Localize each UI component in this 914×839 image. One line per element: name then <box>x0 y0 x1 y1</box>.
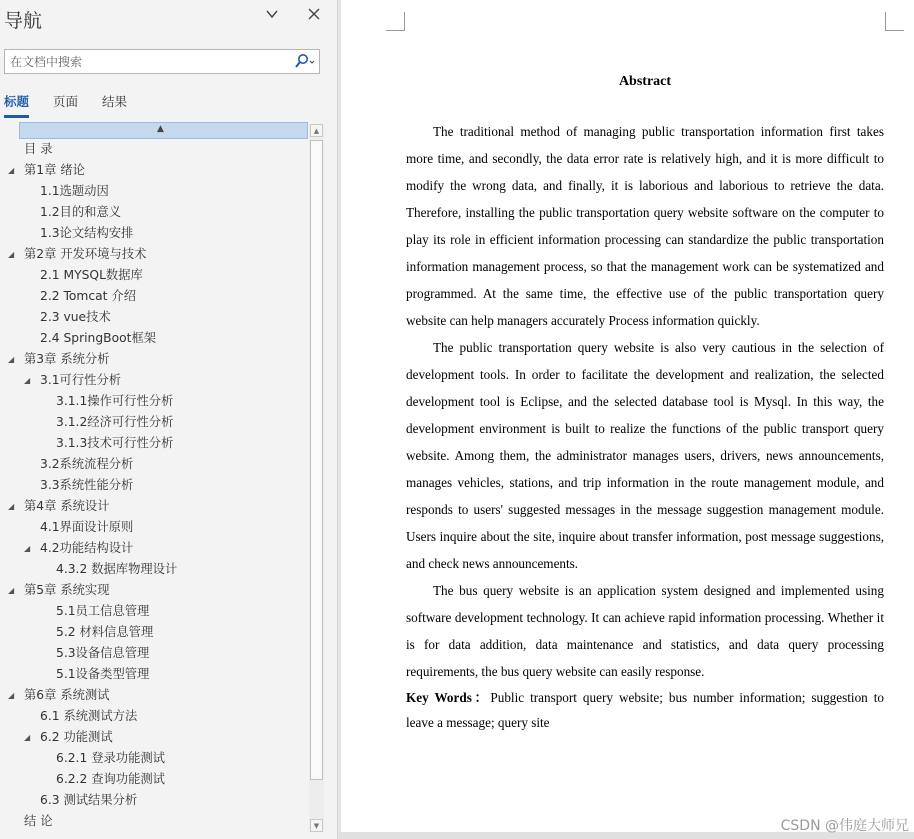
nav-heading-item[interactable] <box>40 790 137 811</box>
nav-heading-label: 3.1.2经济可行性分析 <box>56 415 174 429</box>
nav-heading-label: 结 论 <box>24 814 53 828</box>
tab-headings[interactable]: 标题 <box>4 92 29 118</box>
navigation-pane <box>0 0 338 839</box>
search-box <box>4 49 320 74</box>
nav-heading-label: 4.1界面设计原则 <box>40 520 134 534</box>
nav-heading-item[interactable] <box>8 496 110 517</box>
nav-options-chevron-icon[interactable] <box>262 6 282 26</box>
nav-heading-label: 第3章 系统分析 <box>24 352 110 366</box>
search-icon[interactable] <box>291 52 317 71</box>
abstract-paragraph: The bus query website is an application system designed and implemented using software development technology. It can achieve rapid information processing. Whether it is for data addition, data maintenance and statistics, and data query processing requirements, the bus query website can easily response. <box>406 583 884 679</box>
nav-heading-label: 2.3 vue技术 <box>40 310 111 324</box>
nav-heading-label: 6.2 功能测试 <box>40 730 113 744</box>
document-area <box>339 0 914 839</box>
nav-heading-label: 第4章 系统设计 <box>24 499 110 513</box>
expand-caret-icon[interactable]: ◢ <box>8 691 15 700</box>
nav-heading-item[interactable] <box>40 307 111 328</box>
margin-corner-mark <box>386 12 405 31</box>
nav-heading-label: 6.2.1 登录功能测试 <box>56 751 165 765</box>
nav-heading-label: 5.2 材料信息管理 <box>56 625 154 639</box>
close-icon[interactable] <box>304 6 324 26</box>
expand-caret-icon[interactable]: ◢ <box>24 544 31 553</box>
nav-heading-label: 第1章 绪论 <box>24 163 85 177</box>
nav-heading-item[interactable] <box>8 349 110 370</box>
abstract-title: Abstract <box>618 74 672 89</box>
expand-caret-icon[interactable]: ◢ <box>24 733 31 742</box>
nav-heading-item[interactable] <box>56 601 149 622</box>
nav-heading-item[interactable] <box>8 685 110 706</box>
nav-heading-item[interactable] <box>56 748 165 769</box>
expand-caret-icon[interactable]: ◢ <box>24 376 31 385</box>
search-input[interactable] <box>10 52 285 71</box>
tab-pages[interactable]: 页面 <box>53 94 79 109</box>
nav-heading-label: 3.1可行性分析 <box>40 373 122 387</box>
watermark: CSDN @伟庭大师兄 <box>780 818 909 834</box>
nav-heading-item[interactable] <box>24 139 53 160</box>
nav-heading-item[interactable] <box>8 160 85 181</box>
nav-heading-item[interactable] <box>40 265 143 286</box>
nav-heading-item[interactable] <box>56 664 149 685</box>
nav-heading-item[interactable] <box>24 811 53 832</box>
nav-heading-label: 第2章 开发环境与技术 <box>24 247 147 261</box>
nav-heading-item[interactable] <box>56 643 149 664</box>
keywords-text: Public transport query website; bus number information; suggestion to leave a message; query site <box>406 690 884 730</box>
nav-heading-label: 5.1设备类型管理 <box>56 667 150 681</box>
document-page[interactable] <box>341 0 914 839</box>
nav-heading-item[interactable] <box>56 622 153 643</box>
nav-heading-item[interactable] <box>40 328 156 349</box>
nav-heading-item[interactable] <box>24 370 122 391</box>
nav-heading-label: 4.2功能结构设计 <box>40 541 134 555</box>
nav-heading-item[interactable] <box>40 454 133 475</box>
nav-heading-label: 6.2.2 查询功能测试 <box>56 772 165 786</box>
nav-heading-item[interactable] <box>56 559 177 580</box>
keywords-line <box>406 685 884 735</box>
scroll-down-icon[interactable]: ▼ <box>310 819 323 832</box>
nav-scrollbar[interactable] <box>309 124 324 832</box>
nav-title: 导航 <box>4 10 43 32</box>
collapse-up-icon: ▲ <box>157 124 164 134</box>
nav-heading-label: 1.3论文结构安排 <box>40 226 134 240</box>
nav-heading-label: 5.1员工信息管理 <box>56 604 150 618</box>
nav-heading-item[interactable] <box>40 223 133 244</box>
nav-heading-label: 2.2 Tomcat 介绍 <box>40 289 137 303</box>
nav-heading-label: 目 录 <box>24 142 53 156</box>
scroll-up-icon[interactable]: ▲ <box>310 124 323 137</box>
nav-heading-item[interactable] <box>40 706 137 727</box>
nav-heading-item[interactable] <box>8 244 147 265</box>
nav-heading-label: 3.1.3技术可行性分析 <box>56 436 174 450</box>
expand-caret-icon[interactable]: ◢ <box>8 586 15 595</box>
nav-heading-item[interactable] <box>56 412 173 433</box>
nav-heading-label: 3.3系统性能分析 <box>40 478 134 492</box>
expand-caret-icon[interactable]: ◢ <box>8 502 15 511</box>
expand-caret-icon[interactable]: ◢ <box>8 355 15 364</box>
keywords-label: Key Words： <box>406 690 491 705</box>
document-body <box>406 72 884 735</box>
nav-heading-item[interactable] <box>40 517 133 538</box>
nav-heading-label: 3.1.1操作可行性分析 <box>56 394 174 408</box>
nav-heading-item[interactable] <box>8 580 110 601</box>
nav-heading-item[interactable] <box>56 769 165 790</box>
abstract-paragraph: The traditional method of managing public transportation information first takes more time, and secondly, the data error rate is relatively high, and it is more difficult to modify the wrong data, and finally, it is laborious and laborious to retrieve the data. Therefore, installing the public transportation query website software on the computer to play its role in efficient information processing can standardize the public transportation information management process, so that the management work can be systematized and programmed. At the same time, the effective use of the public transportation query website can help managers accurately Process information quickly. <box>406 124 884 328</box>
nav-heading-label: 5.3设备信息管理 <box>56 646 150 660</box>
nav-heading-label: 1.1选题动因 <box>40 184 109 198</box>
nav-heading-item[interactable] <box>56 433 173 454</box>
nav-heading-label: 1.2目的和意义 <box>40 205 122 219</box>
nav-heading-item[interactable] <box>40 286 136 307</box>
tab-results[interactable]: 结果 <box>102 94 128 109</box>
nav-heading-item[interactable] <box>40 181 109 202</box>
nav-heading-label: 第5章 系统实现 <box>24 583 110 597</box>
nav-heading-item[interactable] <box>24 538 134 559</box>
nav-heading-label: 2.4 SpringBoot框架 <box>40 331 157 345</box>
nav-heading-label: 2.1 MYSQL数据库 <box>40 268 143 282</box>
nav-heading-label: 6.3 测试结果分析 <box>40 793 138 807</box>
nav-heading-item[interactable] <box>24 727 113 748</box>
expand-caret-icon[interactable]: ◢ <box>8 250 15 259</box>
nav-tabs <box>0 90 338 116</box>
heading-tree <box>0 122 308 834</box>
nav-heading-label: 6.1 系统测试方法 <box>40 709 138 723</box>
scroll-thumb[interactable] <box>310 140 323 780</box>
margin-corner-mark <box>885 12 904 31</box>
nav-heading-label: 第6章 系统测试 <box>24 688 110 702</box>
nav-heading-label: 4.3.2 数据库物理设计 <box>56 562 178 576</box>
collapse-all-button[interactable] <box>19 122 308 139</box>
nav-heading-label: 3.2系统流程分析 <box>40 457 134 471</box>
abstract-paragraph: The public transportation query website is also very cautious in the selection of development tools. In order to facilitate the development and realization, the selected development tool is Eclipse, and the selected database tool is Mysql. In this way, the development environment is built to realize the functions of the public transport query website. Among them, the administrator manages users, drivers, news announcements, manages vehicles, stations, and trip information in the route management module, and responds to users' suggested messages in the message suggestion management module. Users inquire about the site, inquire about transfer information, post message suggestions, and check news announcements. <box>406 340 884 571</box>
nav-heading-item[interactable] <box>40 202 121 223</box>
nav-heading-item[interactable] <box>40 475 133 496</box>
nav-heading-item[interactable] <box>56 391 173 412</box>
expand-caret-icon[interactable]: ◢ <box>8 166 15 175</box>
